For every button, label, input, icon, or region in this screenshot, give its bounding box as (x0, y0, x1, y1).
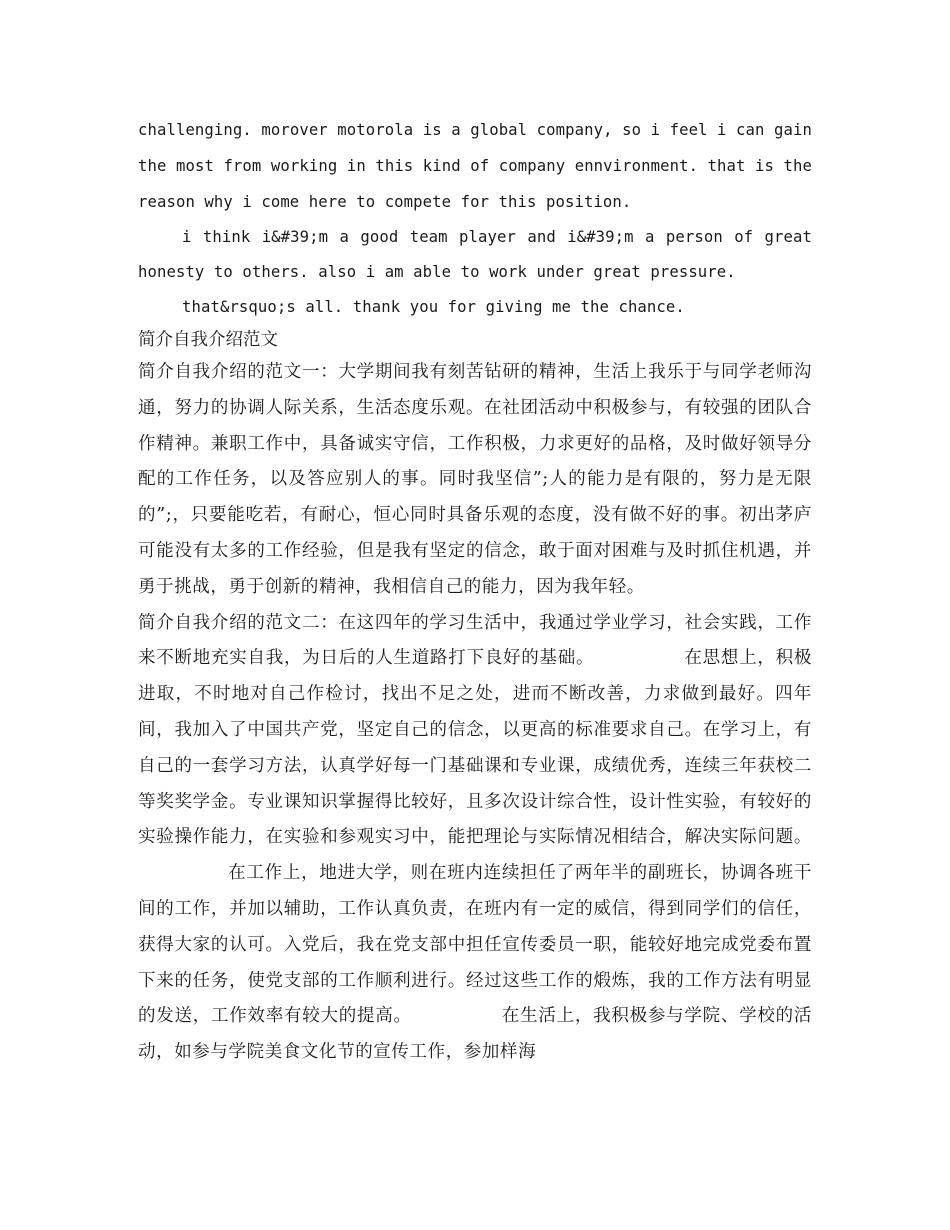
sample-two-part-b: 在思想上，积极进取，不时地对自己作检讨，找出不足之处，进而不断改善，力求做到最好。四年间，我加入了中国共产党，坚定自己的信念，以更高的标准要求自己。在学习上，有自己的一套学习方法，认真学好每一门基础课和专业课，成绩优秀，连续三年获校二等奖奖学金。专业课知识掌握得比较好，且多次设计综合性，设计性实验，有较好的实验操作能力，在实验和参观实习中，能把理论与实际情况相结合，解决实际问题。 (138, 648, 812, 848)
document-body (138, 112, 812, 1071)
english-paragraph-1: challenging. morover motorola is a global company, so i feel i can gain the most from working in this kind of company ennvironment. that is the reason why i come here to compete for this position. (138, 121, 812, 211)
sample-one-paragraph: 简介自我介绍的范文一：大学期间我有刻苦钻研的精神，生活上我乐于与同学老师沟通，努力的协调人际关系，生活态度乐观。在社团活动中积极参与，有较强的团队合作精神。兼职工作中，具备诚实守信，工作积极，力求更好的品格，及时做好领导分配的工作任务，以及答应别人的事。同时我坚信”;人的能力是有限的，努力是无限的”;，只要能吃若，有耐心，恒心同时具备乐观的态度，没有做不好的事。初出茅庐可能没有太多的工作经验，但是我有坚定的信念，敢于面对困难与及时抓住机遇，并勇于挑战，勇于创新的精神，我相信自己的能力，因为我年轻。 (138, 362, 812, 597)
sample-two-part-a: 简介自我介绍的范文二：在这四年的学习生活中，我通过学业学习，社会实践，工作来不断地充实自我，为日后的人生道路打下良好的基础。 (138, 612, 812, 669)
sample-two-part-d: 在生活上，我积极参与学院、学校的活动，如参与学院美食文化节的宣传工作，参加样海 (138, 1006, 812, 1063)
english-paragraph-3: that&rsquo;s all. thank you for giving me the chance. (182, 298, 685, 316)
sample-two-part-c: 在工作上，地进大学，则在班内连续担任了两年半的副班长，协调各班干间的工作，并加以辅助，工作认真负责，在班内有一定的威信，得到同学们的信任，获得大家的认可。入党后，我在党支部中担任宣传委员一职，能较好地完成党委布置下来的任务，使党支部的工作顺利进行。经过这些工作的煅炼，我的工作方法有明显的发送，工作效率有较大的提高。 (138, 863, 812, 1027)
sample-two-paragraph (138, 606, 812, 1071)
section-title: 简介自我介绍范文 (138, 330, 278, 350)
english-paragraph-2: i think i&#39;m a good team player and i&#39;m a person of great honesty to others. also i am able to work under great pressure. (138, 228, 812, 281)
